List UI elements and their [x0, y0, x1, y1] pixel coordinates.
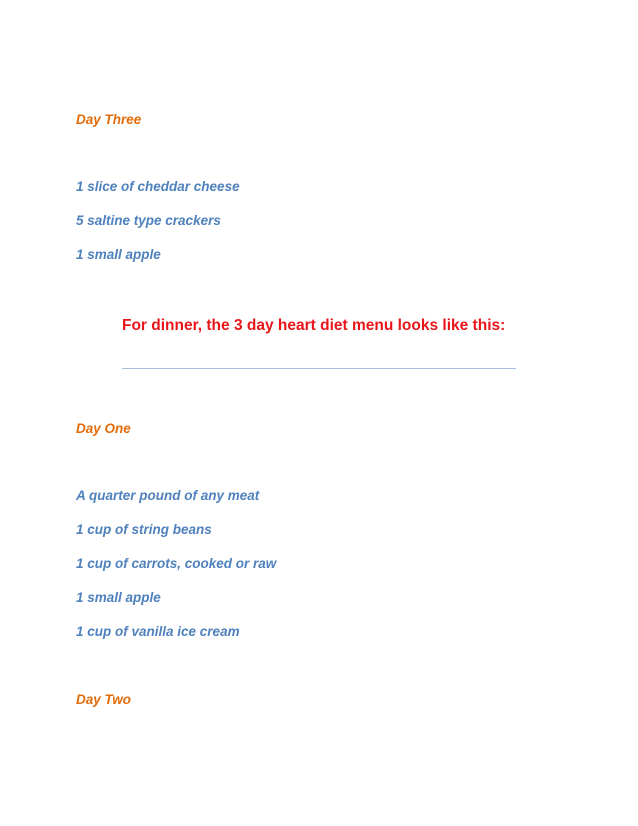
day-one-item-1: A quarter pound of any meat	[76, 488, 260, 503]
day-one-heading: Day One	[76, 421, 131, 436]
day-one-item-2: 1 cup of string beans	[76, 522, 212, 537]
dinner-section-heading: For dinner, the 3 day heart diet menu looks like this:	[122, 317, 506, 334]
day-two-heading: Day Two	[76, 692, 132, 707]
day-three-item-2: 5 saltine type crackers	[76, 213, 221, 228]
day-one-item-5: 1 cup of vanilla ice cream	[76, 624, 240, 639]
day-three-item-3: 1 small apple	[76, 247, 161, 262]
section-heading-underline	[122, 368, 516, 369]
day-one-item-4: 1 small apple	[76, 590, 161, 605]
day-one-item-3: 1 cup of carrots, cooked or raw	[76, 556, 277, 571]
day-three-item-1: 1 slice of cheddar cheese	[76, 179, 240, 194]
day-three-heading: Day Three	[76, 112, 142, 127]
